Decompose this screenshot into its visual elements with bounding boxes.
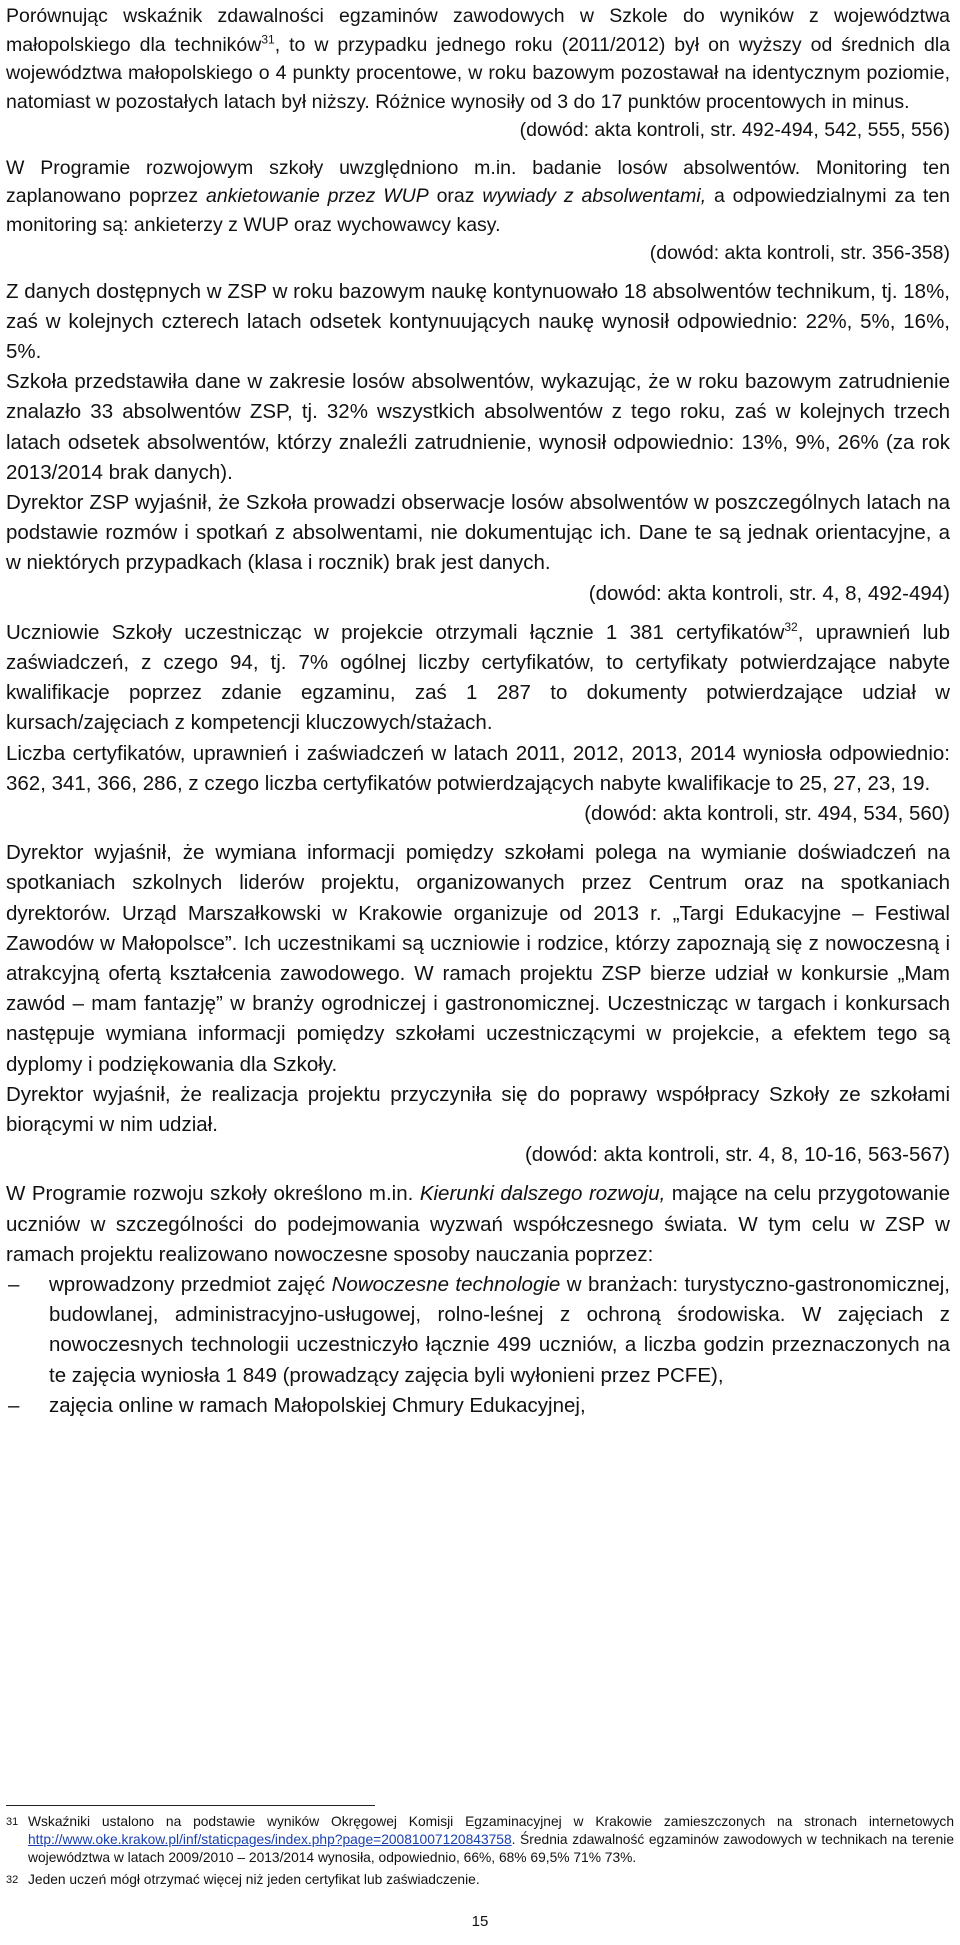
evidence-reference: (dowód: akta kontroli, str. 4, 8, 492-494): [588, 581, 950, 605]
paragraph-director-explanation: Dyrektor ZSP wyjaśnił, że Szkoła prowadzi obserwacje losów absolwentów w poszczególnych latach na podstawie rozmów i spotkań z absolwentami, nie dokumentując ich. Dane te są jednak orientacyjne, a w niektórych przypadkach (klasa i rocznik) brak jest danych.: [6, 490, 950, 575]
evidence-reference: (dowód: akta kontroli, str. 492-494, 542, 555, 556): [519, 119, 950, 141]
footnote-32: 32 Jeden uczeń mógł otrzymać więcej niż jeden certyfikat lub zaświadczenie.: [6, 1872, 480, 1887]
evidence-reference: (dowód: akta kontroli, str. 4, 8, 10-16, 563-567): [524, 1143, 950, 1167]
paragraph-graduate-employment: Szkoła przedstawiła dane w zakresie losów absolwentów, wykazując, że w roku bazowym zatrudnienie znalazło 33 absolwentów ZSP, tj. 32% wszystkich absolwentów z tego roku, zaś w kolejnych trzech latach odsetek absolwentów, którzy znaleźli zatrudnienie, wynosił odpowiednio: 13%, 9%, 26% (za rok 2013/2014 brak danych).: [6, 370, 950, 484]
list-item: – zajęcia online w ramach Małopolskiej Chmury Edukacyjnej,: [6, 1391, 950, 1421]
paragraph-development-directions: W Programie rozwoju szkoły określono m.in. Kierunki dalszego rozwoju, mające na celu przygotowanie uczniów w szczególności do podejmowania wyzwań współczesnego świata. W tym celu w ZSP w ramach projektu realizowano nowoczesne sposoby nauczania poprzez:: [6, 1182, 950, 1266]
paragraph-cooperation: Dyrektor wyjaśnił, że realizacja projektu przyczyniła się do poprawy współpracy Szkoły ze szkołami biorącymi w nim udział.: [6, 1082, 950, 1136]
paragraph-certificate-counts: Liczba certyfikatów, uprawnień i zaświadczeń w latach 2011, 2012, 2013, 2014 wyniosła odpowiednio: 362, 341, 366, 286, z czego liczba certyfikatów potwierdzających nabyte kwalifikacje to 25, 27, 23, 19.: [6, 741, 950, 795]
footnote-number: 31: [6, 1816, 19, 1828]
footnote-number: 32: [6, 1874, 19, 1886]
footnote-ref-32[interactable]: 32: [784, 619, 798, 634]
paragraph-certificates: Uczniowie Szkoły uczestnicząc w projekcie otrzymali łącznie 1 381 certyfikatów$^{32}$, uprawnień lub zaświadczeń, z czego 94, tj. 7% ogólnej liczby certyfikatów, to certyfikaty potwierdzające nabyte kwalifikacje poprzez zdanie egzaminu, zaś 1 287 to dokumenty potwierdzające udział w kursach/zajęciach z kompetencji kluczowych/stażach.: [6, 619, 950, 735]
oke-krakow-link[interactable]: http://www.oke.krakow.pl/inf/staticpages/index.php?page=20081007120843758: [28, 1832, 512, 1847]
paragraph-information-exchange: Dyrektor wyjaśnił, że wymiana informacji pomiędzy szkołami polega na wymianie doświadczeń na spotkaniach szkolnych liderów projektu, organizowanych przez Centrum oraz na spotkaniach dyrektorów. Urząd Marszałkowski w Krakowie organizuje od 2013 r. „Targi Edukacyjne – Festiwal Zawodów w Małopolsce”. Ich uczestnikami są uczniowie i rodzice, którzy zapoznają się z nowoczesną i atrakcyjną ofertą kształcenia zawodowego. W ramach projektu ZSP bierze udział w konkursie „Mam zawód – mam fantazję” w branży ogrodniczej i gastronomicznej. Uczestnicząc w targach i konkursach następuje wymiana informacji pomiędzy szkołami uczestniczącymi w projekcie, a efektem tego są dyplomy i podziękowania dla Szkoły.: [6, 841, 950, 1076]
footnote-separator: [6, 1805, 375, 1806]
main-content: [6, 2, 950, 1421]
teaching-methods-list: [6, 1270, 950, 1421]
list-item: – wprowadzony przedmiot zajęć Nowoczesne technologie w branżach: turystyczno-gastronomicznej, budowlanej, administracyjno-usługowej, rolno-leśnej z ochroną środowiska. W zajęciach z nowoczesnych technologii uczestniczyło łącznie 499 uczniów, a liczba godzin przeznaczonych na te zajęcia wyniosła 1 849 (prowadzący zajęcia byli wyłonieni przez PCFE),: [6, 1270, 950, 1391]
dash-bullet: –: [8, 1273, 20, 1296]
dash-bullet: –: [8, 1393, 20, 1417]
page-number: 15: [471, 1913, 489, 1930]
evidence-reference: (dowód: akta kontroli, str. 356-358): [649, 242, 950, 264]
footnote-31: 31 Wskaźniki ustalono na podstawie wyników Okręgowej Komisji Egzaminacyjnej w Krakowie zamieszczonych na stronach internetowych http://www.oke.krakow.pl/inf/staticpages/index.php?page=20081007120843758. Średnia zdawalność egzaminów zawodowych w technikach na terenie województwa w latach 2009/2010 – 2013/2014 wynosiła, odpowiednio, 66%, 68% 69,5% 71% 73%.: [6, 1814, 954, 1865]
footnotes: [6, 1813, 954, 1893]
footnote-ref-31[interactable]: 31: [261, 32, 275, 46]
paragraph-graduate-monitoring: W Programie rozwojowym szkoły uwzględniono m.in. badanie losów absolwentów. Monitoring ten zaplanowano poprzez ankietowanie przez WUP oraz wywiady z absolwentami, a odpowiedzialnymi za ten monitoring są: ankieterzy z WUP oraz wychowawcy kasy.: [6, 156, 950, 236]
paragraph-exam-pass-rate: Porównując wskaźnik zdawalności egzaminów zawodowych w Szkole do wyników z województwa małopolskiego dla techników$^{31}$, to w przypadku jednego roku (2011/2012) był on wyższy od średnich dla województwa małopolskiego o 4 punkty procentowe, w roku bazowym pozostawał na identycznym poziomie, natomiast w pozostałych latach był niższy. Różnice wynosiły od 3 do 17 punktów procentowych in minus.: [6, 5, 950, 113]
evidence-reference: (dowód: akta kontroli, str. 494, 534, 560): [584, 801, 950, 825]
paragraph-continuing-education: Z danych dostępnych w ZSP w roku bazowym naukę kontynuowało 18 absolwentów technikum, tj. 18%, zaś w kolejnych czterech latach odsetek kontynuujących naukę wynosił odpowiednio: 22%, 5%, 16%, 5%.: [6, 279, 950, 363]
